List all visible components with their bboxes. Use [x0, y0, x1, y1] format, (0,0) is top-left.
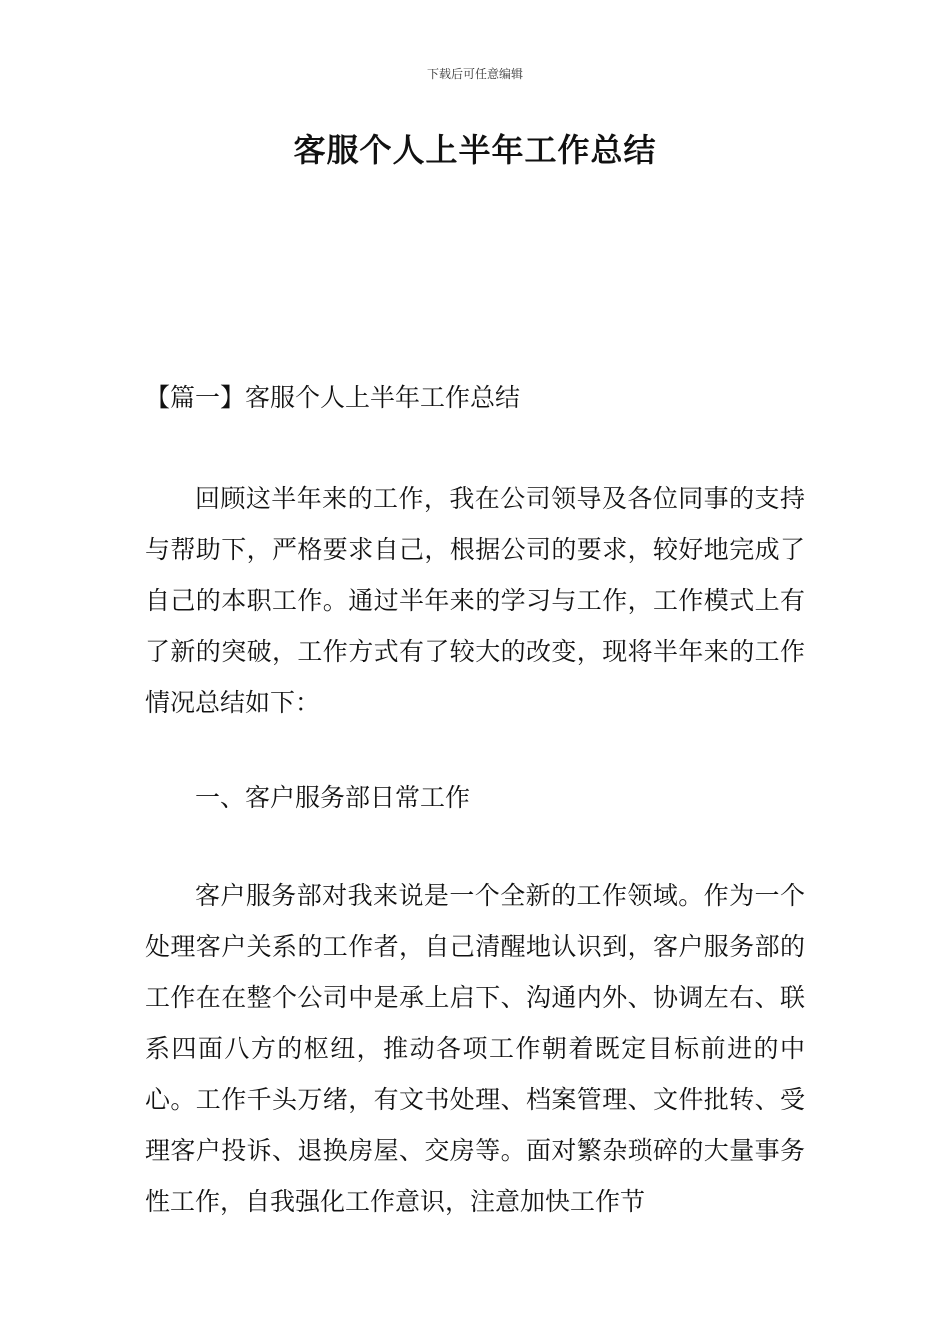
- subheading-customer-service: 一、客户服务部日常工作: [195, 783, 471, 812]
- customer-service-paragraph: 客户服务部对我来说是一个全新的工作领域。作为一个处理客户关系的工作者，自己清醒地认识到，客户服务部的工作在在整个公司中是承上启下、沟通内外、协调左右、联系四面八方的枢纽，推动各项工作朝着既定目标前进的中心。工作千头万绪，有文书处理、档案管理、文件批转、受理客户投诉、退换房屋、交房等。面对繁杂琐碎的大量事务性工作，自我强化工作意识，注意加快工作节: [145, 881, 805, 1216]
- document-title: 客服个人上半年工作总结: [293, 131, 657, 169]
- header-note: 下载后可任意编辑: [426, 67, 523, 81]
- section-heading: 【篇一】客服个人上半年工作总结: [145, 383, 521, 412]
- intro-paragraph: 回顾这半年来的工作，我在公司领导及各位同事的支持与帮助下，严格要求自己，根据公司的要求，较好地完成了自己的本职工作。通过半年来的学习与工作，工作模式上有了新的突破，工作方式有了较大的改变，现将半年来的工作情况总结如下：: [145, 484, 805, 717]
